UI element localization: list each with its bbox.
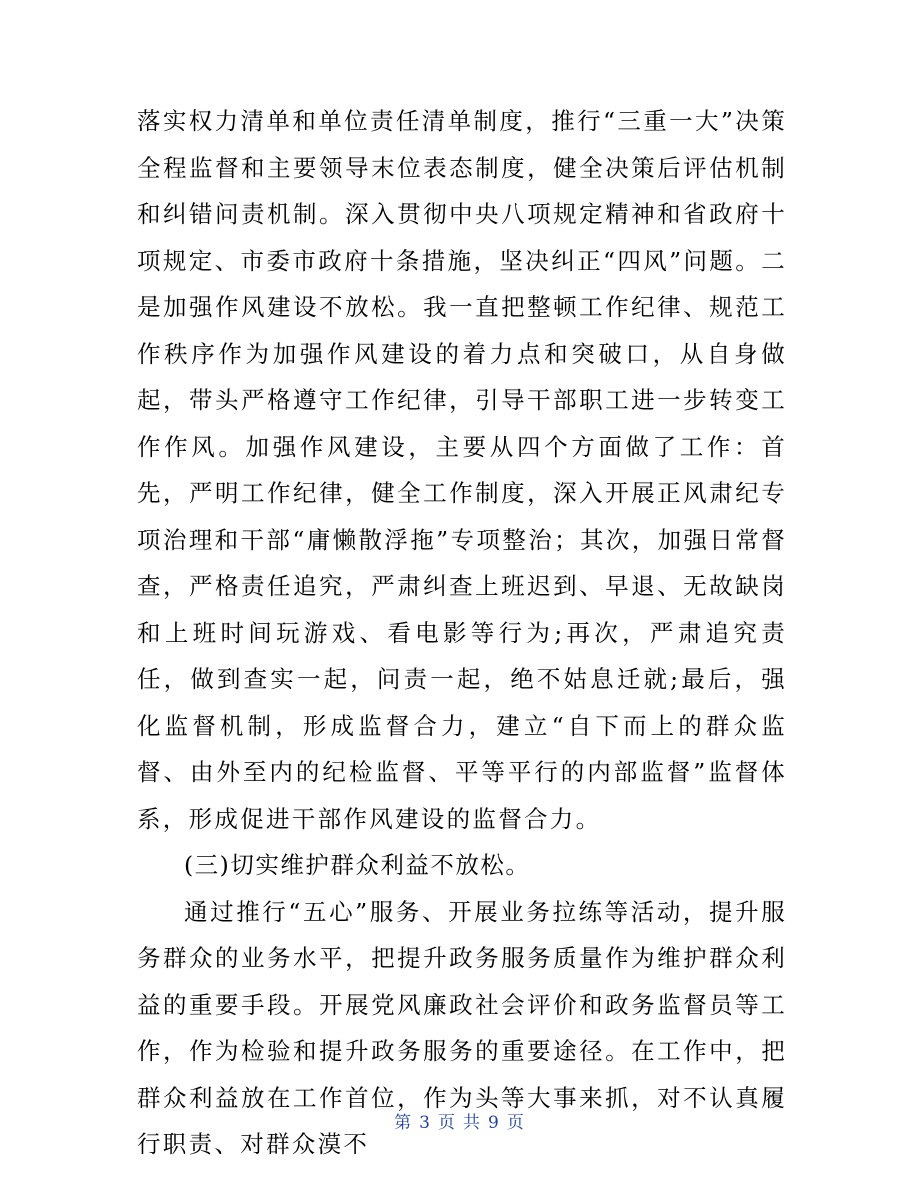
footer-label-total-unit: 页 <box>506 1113 526 1133</box>
paragraph: 通过推行“五心”服务、开展业务拉练等活动，提升服务群众的业务水平，把提升政务服务质量作为维护群众利益的重要手段。开展党风廉政社会评价和政务监督员等工作，作为检验和提升政务服务的重要途径。在工作中，把群众利益放在工作首位，作为头等大事来抓，对不认真履行职责、对群众漠不 <box>137 897 787 1158</box>
paragraph-continued: 落实权力清单和单位责任清单制度，推行“三重一大”决策全程监督和主要领导末位表态制度，健全决策后评估机制和纠错问责机制。深入贯彻中央八项规定精神和省政府十项规定、市委市政府十条措施，坚决纠正“四风”问题。二是加强作风建设不放松。我一直把整顿工作纪律、规范工作秩序作为加强作风建设的着力点和突破口，从自身做起，带头严格遵守工作纪律，引导干部职工进一步转变工作作风。加强作风建设，主要从四个方面做了工作：首先，严明工作纪律，健全工作制度，深入开展正风肃纪专项治理和干部“庸懒散浮拖”专项整治；其次，加强日常督查，严格责任追究，严肃纠查上班迟到、早退、无故缺岗和上班时间玩游戏、看电影等行为;再次，严肃追究责任，做到查实一起，问责一起，绝不姑息迁就;最后，强化监督机制，形成监督合力，建立“自下而上的群众监督、由外至内的纪检监督、平等平行的内部监督”监督体系，形成促进干部作风建设的监督合力。 <box>137 107 787 833</box>
page-footer <box>0 1108 920 1133</box>
footer-label-total: 共 <box>463 1113 482 1133</box>
footer-label-page-unit: 页 <box>438 1113 457 1133</box>
document-body <box>137 98 787 1168</box>
footer-total-pages: 9 <box>488 1113 501 1133</box>
footer-label-page: 第 <box>394 1113 414 1133</box>
footer-current-page: 3 <box>419 1113 432 1133</box>
section-heading: (三)切实维护群众利益不放松。 <box>184 851 531 879</box>
